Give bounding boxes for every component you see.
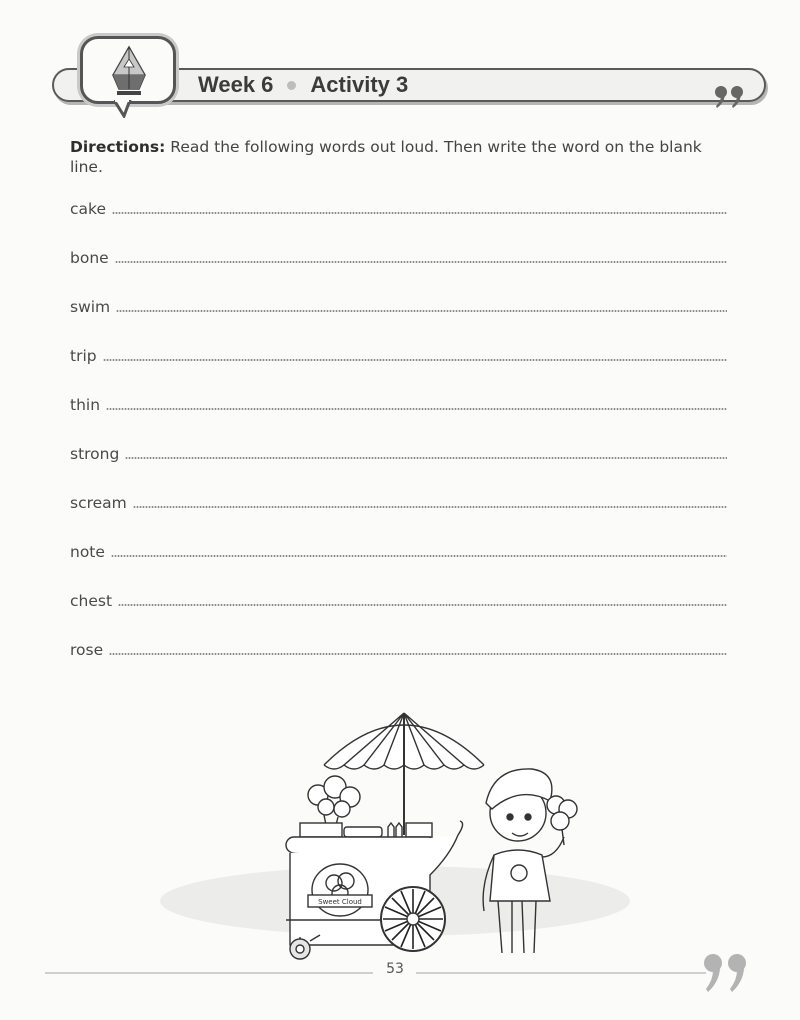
- word-row: [70, 494, 727, 543]
- blank-line[interactable]: [111, 543, 727, 557]
- word: thin: [70, 396, 101, 414]
- blank-line[interactable]: [133, 494, 727, 508]
- blank-line[interactable]: [118, 592, 727, 606]
- blank-line[interactable]: [112, 200, 727, 214]
- word: trip: [70, 347, 97, 365]
- blank-line[interactable]: [109, 641, 727, 655]
- word-row: [70, 298, 727, 347]
- word: note: [70, 543, 105, 561]
- word: swim: [70, 298, 111, 316]
- separator-dot: [287, 81, 296, 90]
- pen-nib-icon: [109, 45, 149, 99]
- blank-line[interactable]: [106, 396, 727, 410]
- word-row: [70, 347, 727, 396]
- page-number: 53: [386, 961, 404, 977]
- week-badge: [80, 36, 176, 104]
- word-row: [70, 445, 727, 494]
- word-row: [70, 396, 727, 445]
- closing-quote-icon: [700, 952, 752, 994]
- blank-line[interactable]: [103, 347, 727, 361]
- word-row: [70, 543, 727, 592]
- svg-text:Sweet Cloud: Sweet Cloud: [318, 898, 362, 906]
- word: strong: [70, 445, 120, 463]
- word: cake: [70, 200, 106, 218]
- word-row: [70, 200, 727, 249]
- word: bone: [70, 249, 109, 267]
- speech-bubble-tail: [114, 100, 134, 118]
- week-label: Week 6: [198, 72, 274, 97]
- blank-line[interactable]: [115, 249, 727, 263]
- word-row: [70, 592, 727, 641]
- blank-line[interactable]: [116, 298, 727, 312]
- footer-rule-left: [45, 972, 373, 974]
- word: chest: [70, 592, 113, 610]
- page-title: [198, 70, 408, 100]
- directions-label: Directions:: [70, 138, 166, 156]
- word: scream: [70, 494, 127, 512]
- footer-rule-right: [416, 972, 706, 974]
- activity-label: Activity 3: [310, 72, 409, 97]
- cotton-candy-cart-illustration: [280, 705, 580, 960]
- word: rose: [70, 641, 104, 659]
- word-row: [70, 249, 727, 298]
- directions-text: Read the following words out loud. Then write the word on the blank line.: [70, 138, 702, 176]
- word-row: [70, 641, 727, 690]
- directions: [70, 137, 730, 177]
- word-list: [70, 200, 727, 690]
- closing-quote-icon: [712, 84, 748, 110]
- blank-line[interactable]: [125, 445, 727, 459]
